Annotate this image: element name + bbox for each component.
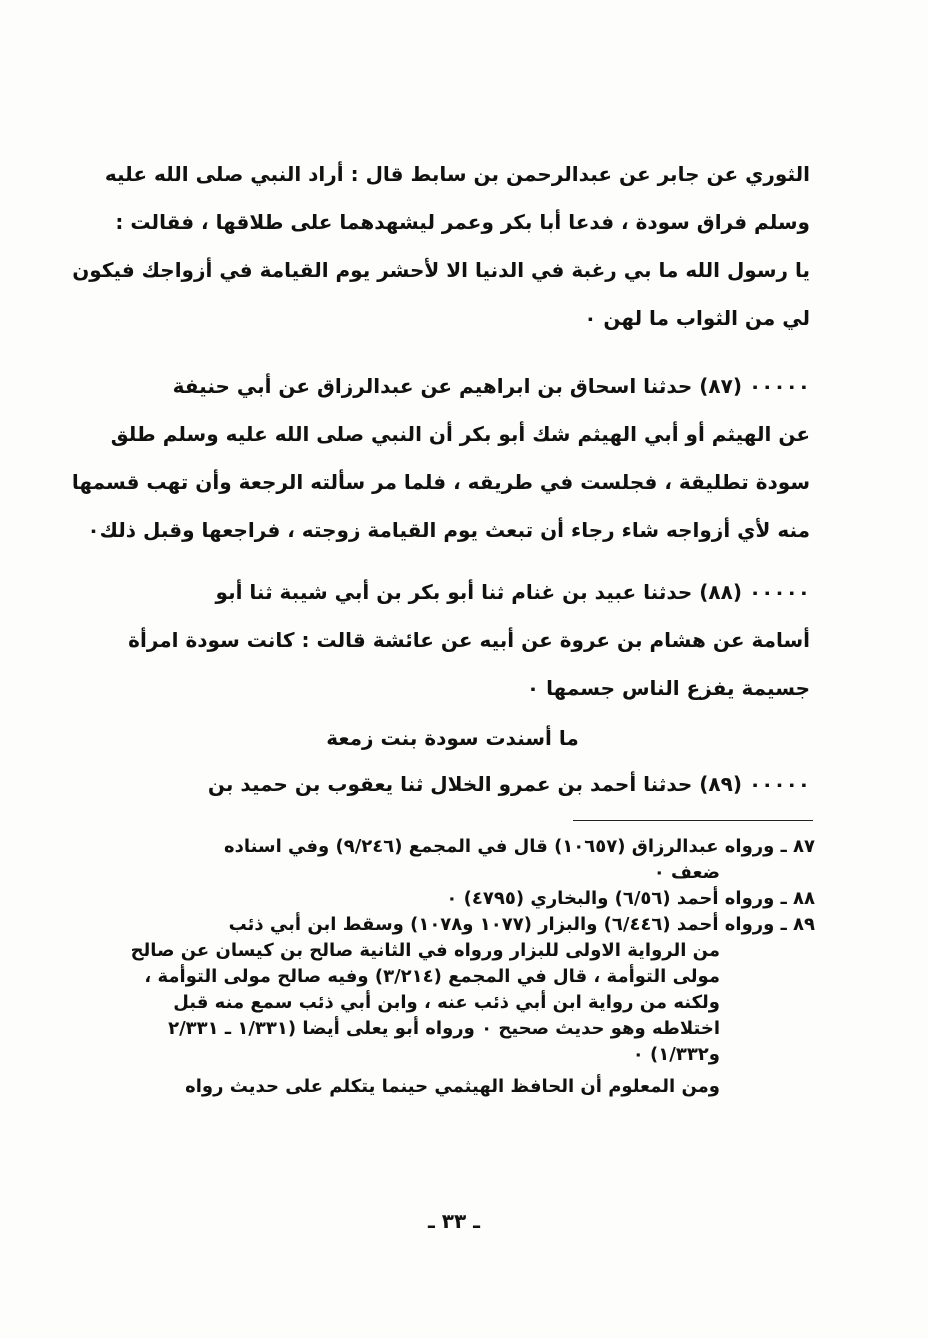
- page-number: ـ ٣٣ ـ: [427, 1209, 481, 1233]
- paragraph-1: [72, 150, 810, 342]
- text-line: يا رسول الله ما بي رغبة في الدنيا الا لأحشر يوم القيامة في أزواجك فيكون: [72, 258, 810, 282]
- footnote-line: من الرواية الاولى للبزار ورواه في الثانية صالح بن كيسان عن صالح: [130, 940, 720, 961]
- text-line: أسامة عن هشام بن عروة عن أبيه عن عائشة قالت : كانت سودة امرأة: [128, 628, 810, 652]
- text-line: وسلم فراق سودة ، فدعا أبا بكر وعمر ليشهدهما على طلاقها ، فقالت :: [115, 210, 810, 234]
- text-line: الثوري عن جابر عن عبدالرحمن بن سابط قال : أراد النبي صلى الله عليه: [104, 162, 810, 186]
- text-line: ٠٠٠٠٠ (٨٧) حدثنا اسحاق بن ابراهيم عن عبدالرزاق عن أبي حنيفة: [172, 374, 810, 398]
- footnote-line: ومن المعلوم أن الحافظ الهيثمي حينما يتكلم على حديث رواه: [185, 1076, 720, 1097]
- paragraph-2: [71, 362, 810, 554]
- text-line: منه لأي أزواجه شاء رجاء أن تبعث يوم القيامة زوجته ، فراجعها وقبل ذلك٠: [87, 518, 810, 542]
- footnote-line: ضعف ٠: [653, 862, 720, 883]
- text-line: سودة تطليقة ، فجلست في طريقه ، فلما مر سألته الرجعة وأن تهب قسمها: [71, 470, 810, 494]
- footnote-line: ٨٧ ـ ورواه عبدالرزاق (١٠٦٥٧) قال في المجمع (٩/٢٤٦) وفي اسناده: [223, 836, 815, 857]
- text-line: جسيمة يفزع الناس جسمها ٠: [526, 676, 810, 700]
- footnote-line: و١/٣٣٢) ٠: [632, 1044, 720, 1065]
- footnotes: [95, 834, 815, 1100]
- footnote-line: ٨٩ ـ ورواه أحمد (٦/٤٤٦) والبزار (١٠٧٧ و١٠٧٨) وسقط ابن أبي ذئب: [228, 914, 815, 935]
- footnote-line: مولى التوأمة ، قال في المجمع (٣/٢١٤) وفيه صالح مولى التوأمة ،: [144, 966, 720, 987]
- paragraph-4: [95, 760, 810, 808]
- footnote-separator: [573, 820, 813, 821]
- footnote-line: اختلاطه وهو حديث صحيح ٠ ورواه أبو يعلى أيضا (١/٣٣١ ـ ٢/٣٣١: [168, 1018, 720, 1039]
- footnote-line: ٨٨ ـ ورواه أحمد (٦/٥٦) والبخاري (٤٧٩٥) ٠: [446, 888, 815, 909]
- section-heading: ما أسندت سودة بنت زمعة: [326, 726, 579, 750]
- footnote-line: ولكنه من رواية ابن أبي ذئب عنه ، وابن أبي ذئب سمع منه قبل: [173, 992, 720, 1013]
- text-line: ٠٠٠٠٠ (٨٩) حدثنا أحمد بن عمرو الخلال ثنا يعقوب بن حميد بن: [207, 772, 810, 796]
- text-line: ٠٠٠٠٠ (٨٨) حدثنا عبيد بن غنام ثنا أبو بكر بن أبي شيبة ثنا أبو: [215, 580, 810, 604]
- paragraph-3: [95, 568, 810, 712]
- text-line: لي من الثواب ما لهن ٠: [584, 306, 810, 330]
- text-line: عن الهيثم أو أبي الهيثم شك أبو بكر أن النبي صلى الله عليه وسلم طلق: [110, 422, 810, 446]
